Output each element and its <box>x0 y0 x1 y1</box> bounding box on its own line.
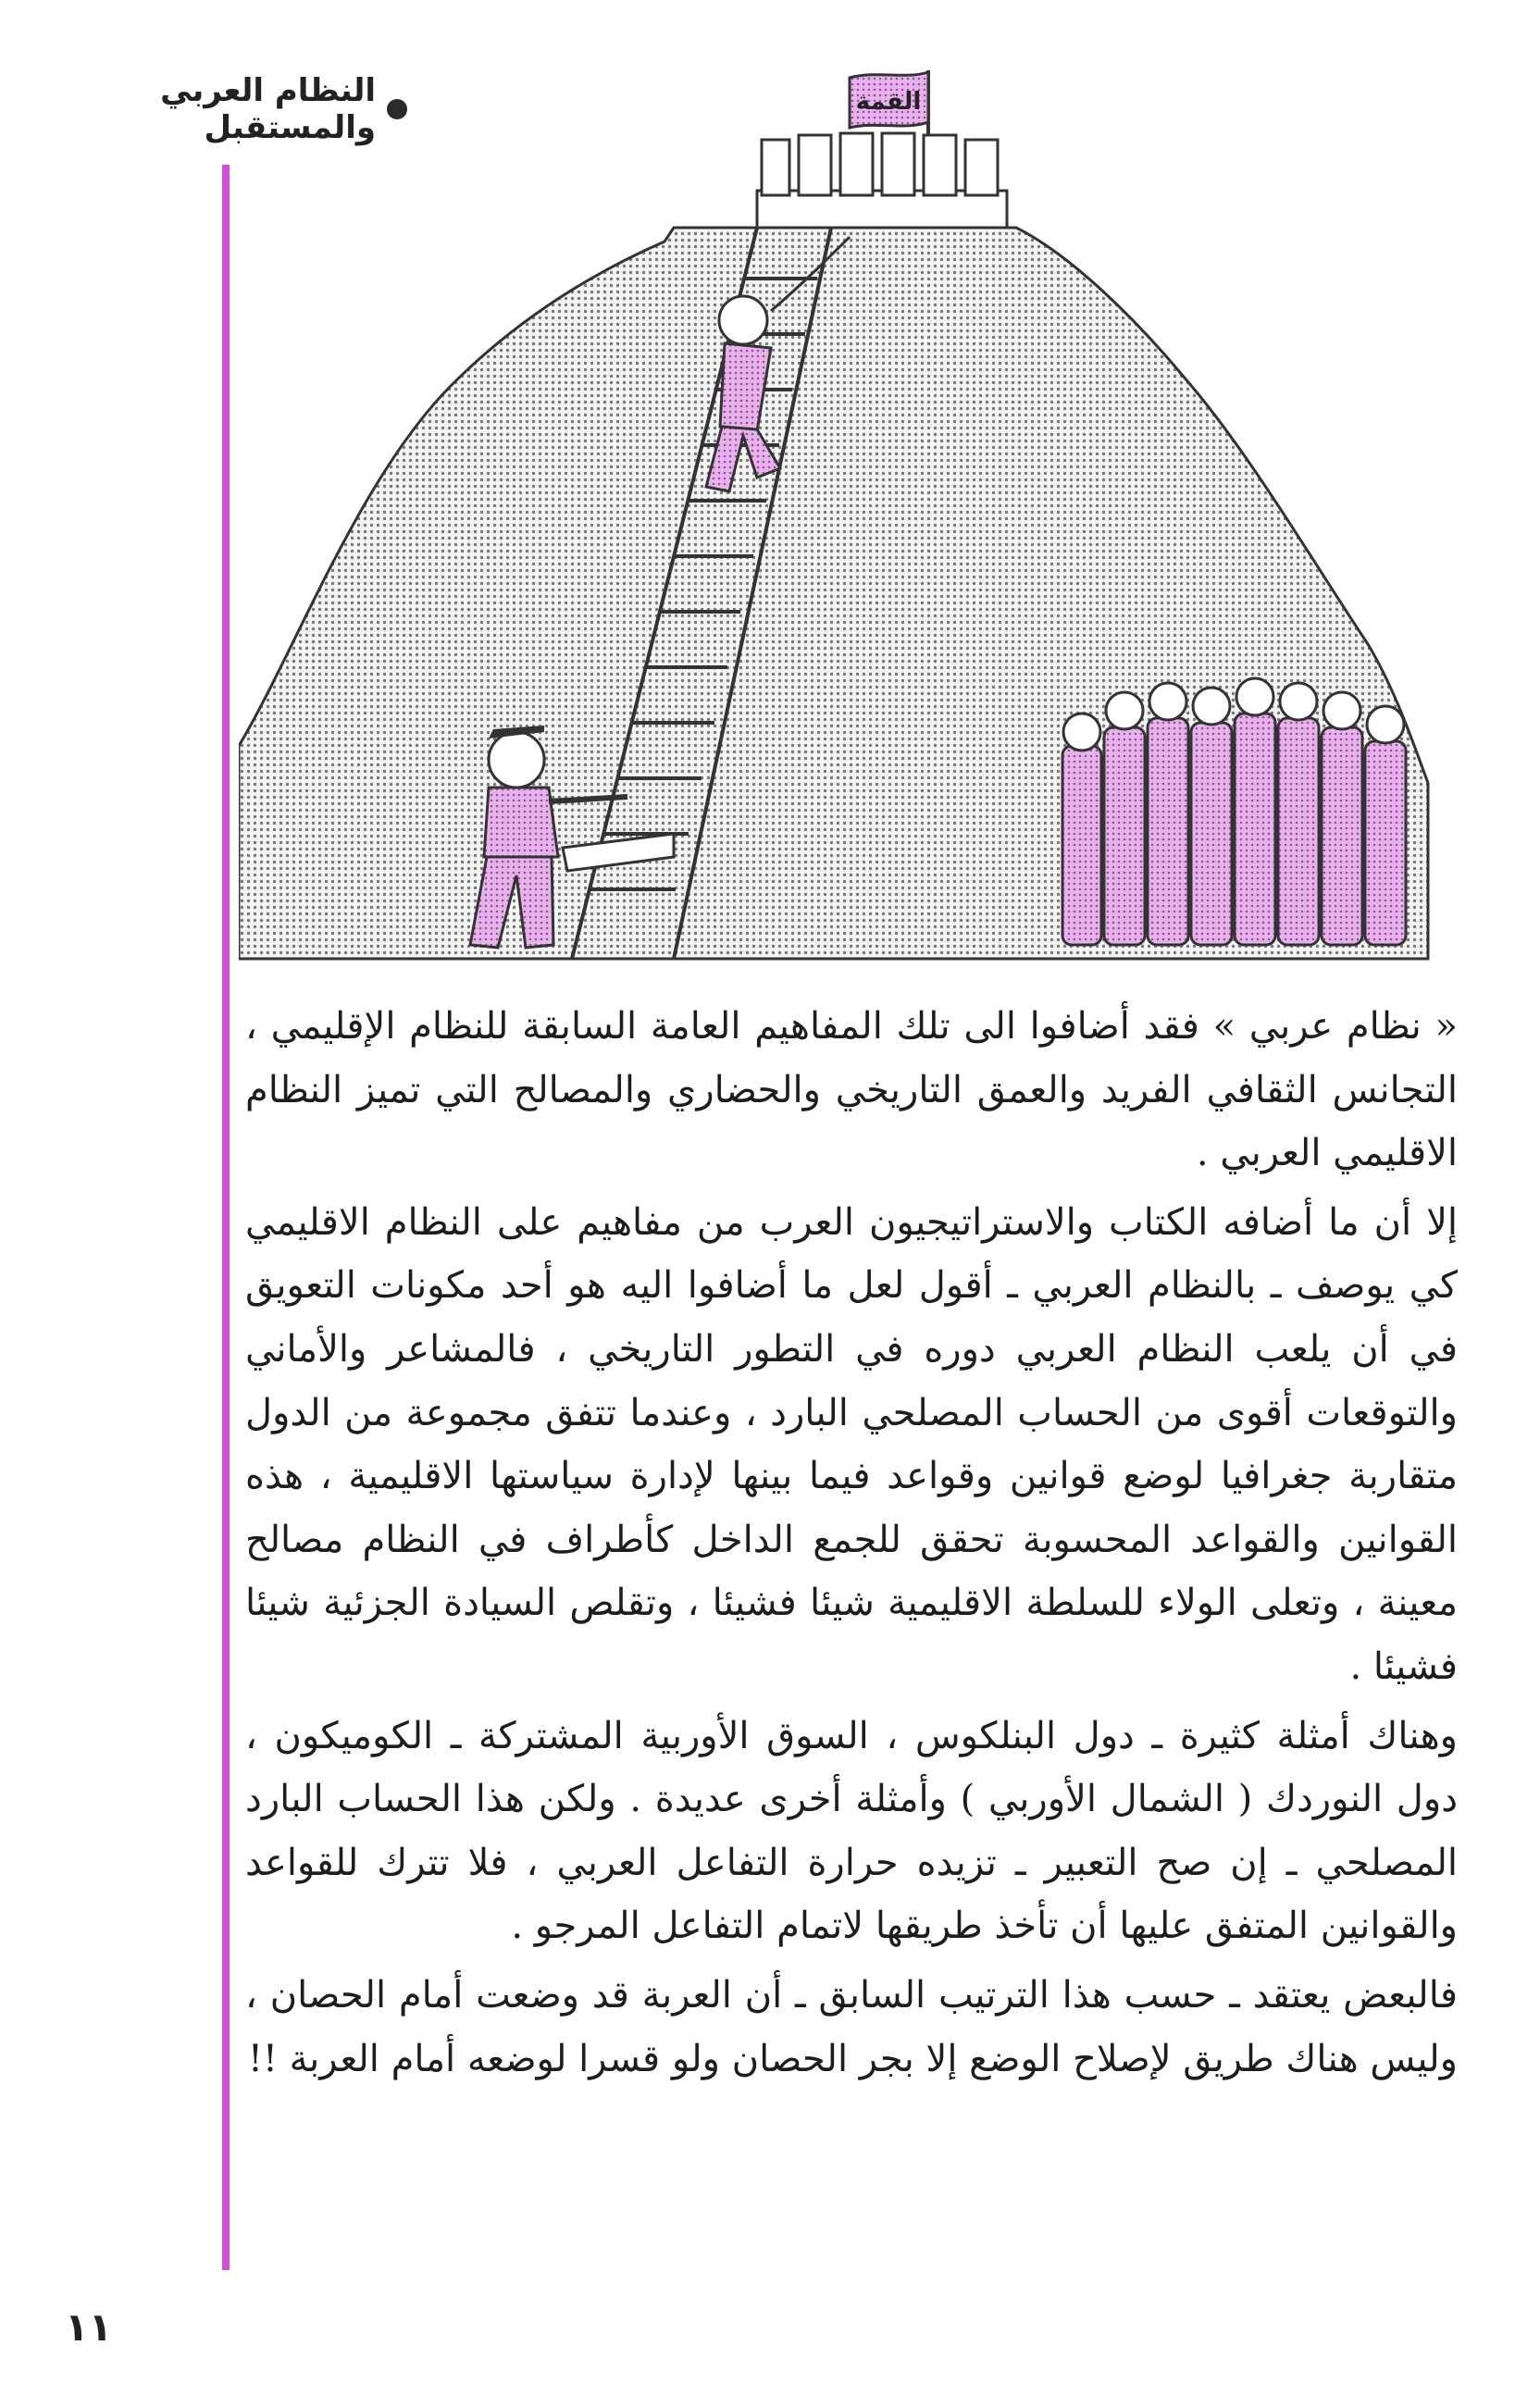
body-text <box>245 995 1458 2096</box>
paragraph: فالبعض يعتقد ـ حسب هذا الترتيب السابق ـ أن العربة قد وضعت أمام الحصان ، وليس هناك طريق لإصلاح الوضع إلا بجر الحصان ولو قسرا لوضعه أمام العربة !! <box>245 1973 1458 2080</box>
paragraph: وهناك أمثلة كثيرة ـ دول البنلكوس ، السوق الأوربية المشتركة ـ الكوميكون ، دول النوردك ( الشمال الأوربي ) وأمثلة أخرى عديدة . ولكن هذا الحساب البارد المصلحي ـ إن صح التعبير ـ تزيده حرارة التفاعل العربي ، فلا تترك للقواعد والقوانين المتفق عليها أن تأخذ طريقها لاتمام التفاعل المرجو . <box>245 1714 1458 1948</box>
summit-chairs <box>757 133 1007 228</box>
flag-text: القمة <box>855 88 922 116</box>
margin-rule <box>222 165 230 2270</box>
summit-cartoon <box>239 43 1442 977</box>
paragraph: إلا أن ما أضافه الكتاب والاستراتيجيون العرب من مفاهيم على النظام الاقليمي كي يوصف ـ بالنظام العربي ـ أقول لعل ما أضافوا اليه هو أحد مكونات التعويق في أن يلعب النظام العربي دوره في التطور التاريخي ، فالمشاعر والأماني والتوقعات أقوى من الحساب المصلحي البارد ، وعندما تتفق مجموعة من الدول متقاربة جغرافيا لوضع قوانين وقواعد فيما بينها لإدارة سياستها الاقليمية ، هذه القوانين والقواعد المحسوبة تحقق للجمع الداخل كأطراف في النظام مصالح معينة ، وتعلى الولاء للسلطة الاقليمية شيئا فشيئا ، وتقلص السيادة الجزئية شيئا فشيئا . <box>245 1200 1458 1688</box>
summit-flag <box>850 70 928 135</box>
paragraph: « نظام عربي » فقد أضافوا الى تلك المفاهيم العامة السابقة للنظام الإقليمي ، التجانس الثقافي الفريد والعمق التاريخي والحضاري والمصالح التي تميز النظام الاقليمي العربي . <box>245 1005 1458 1175</box>
page-number: ١١ <box>65 2304 113 2350</box>
running-title: النظام العربي والمستقبل <box>160 72 376 146</box>
